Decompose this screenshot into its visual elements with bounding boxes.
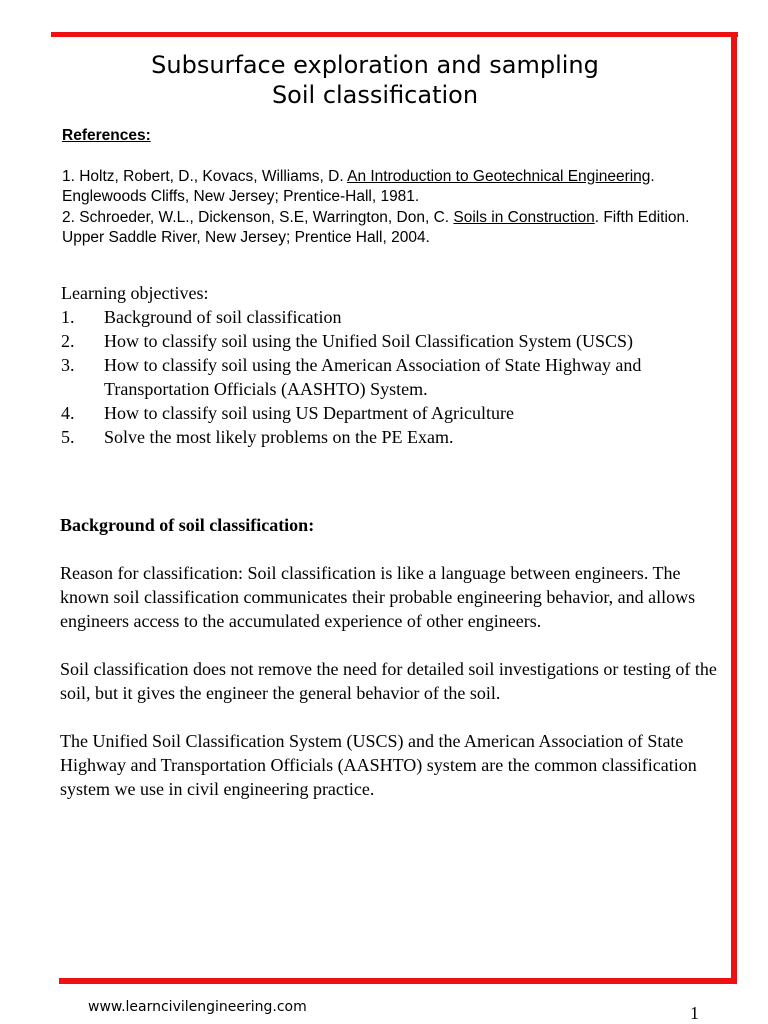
section-heading: Background of soil classification: [60,515,315,535]
objective-number: 3. [61,355,75,375]
references-heading: References: [62,127,151,144]
red-frame-top [51,32,738,37]
objective-item [61,425,741,449]
objectives-list [61,305,741,449]
section-paragraph: Soil classification does not remove the need for detailed soil investigations or testing of the soil, but it gives the engineer the general behavior of the soil. [60,659,717,703]
objective-number: 5. [61,427,75,447]
objective-item [61,353,741,401]
section-paragraph: The Unified Soil Classification System (USCS) and the American Association of State Highway and Transportation Officials (AASHTO) system are the common classification system we use in civil engineering practice. [60,731,697,799]
learning-objectives [61,281,741,449]
reference-1 [62,167,722,208]
objective-text: How to classify soil using the Unified Soil Classification System (USCS) [104,331,633,351]
title-line-2: Soil classification [271,81,479,109]
objectives-heading: Learning objectives: [61,283,209,303]
objective-item [61,305,741,329]
objective-item [61,329,741,353]
title-line-1: Subsurface exploration and sampling [151,51,599,79]
reference-1-title: An Introduction to Geotechnical Engineering [347,167,651,185]
background-section [60,513,725,825]
objective-number: 4. [61,403,75,423]
objective-text: Solve the most likely problems on the PE Exam. [104,427,454,447]
references-block [62,126,722,249]
reference-1-authors: 1. Holtz, Robert, D., Kovacs, Williams, D. [62,167,348,185]
objective-number: 2. [61,331,75,351]
objective-item [61,401,741,425]
section-paragraph: Reason for classification: Soil classification is like a language between engineers. The known soil classification communicates their probable engineering behavior, and allows engineers access to the accumulated experience of other engineers. [60,563,696,631]
page-number: 1 [690,1003,699,1023]
footer-url: www.learncivilengineering.com [88,999,307,1015]
red-frame-bottom [59,978,737,984]
objective-number: 1. [61,307,75,327]
reference-1-publisher: . Englewoods Cliffs, New Jersey; Prentice-Hall, 1981. [62,167,655,205]
objective-text: Background of soil classification [104,307,342,327]
reference-2-title: Soils in Construction [453,208,595,226]
reference-2-publisher: . Fifth Edition. Upper Saddle River, New Jersey; Prentice Hall, 2004. [62,208,690,246]
reference-2 [62,208,722,249]
reference-2-authors: 2. Schroeder, W.L., Dickenson, S.E, Warrington, Don, C. [62,208,454,226]
page-title [60,50,690,110]
objective-text: How to classify soil using the American Association of State Highway and Transportation Officials (AASHTO) System. [104,355,642,399]
red-frame-right [731,32,737,982]
objective-text: How to classify soil using US Department of Agriculture [104,403,514,423]
